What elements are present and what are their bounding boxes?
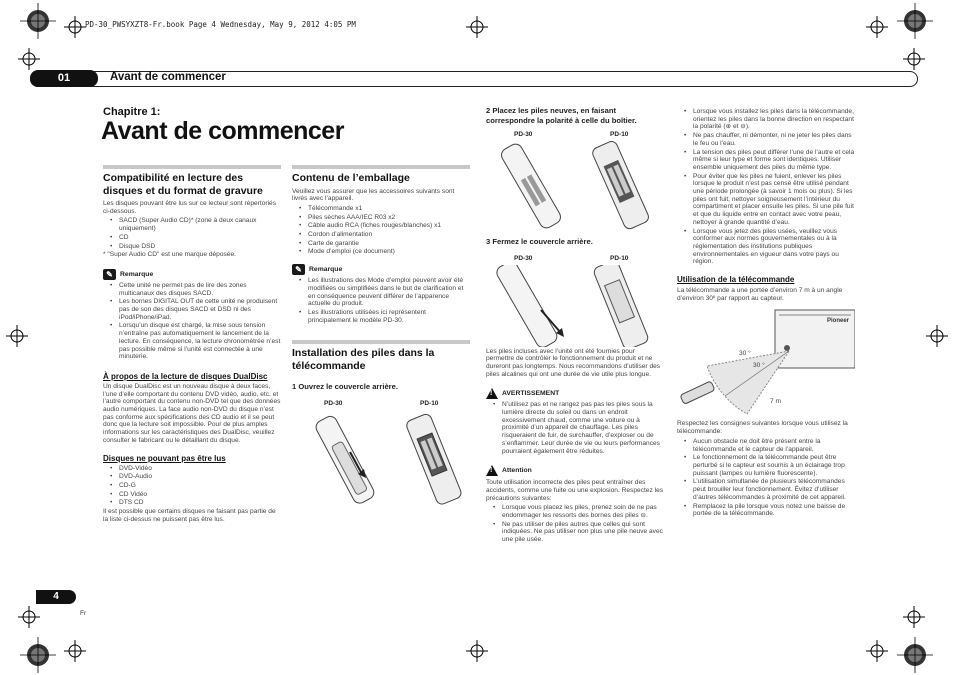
registration-mark-icon (20, 3, 56, 39)
crop-mark-icon (926, 325, 948, 347)
caution-list (486, 504, 664, 544)
crop-mark-icon (18, 606, 40, 628)
list-item: • Cette unité ne permet pas de lire des zones multicanaux des disques SACD. (103, 282, 281, 297)
list-item: • Remplacez la pile lorsque vous notez une baisse de portée de la télécommande. (677, 503, 855, 518)
page-number: 4 (36, 590, 76, 604)
list-item: • Piles sèches AAA/IEC R03 x2 (292, 214, 470, 222)
list-item: • Cordon d’alimentation (292, 231, 470, 239)
note-icon: ✎ (103, 269, 116, 280)
list-item: • Les bornes DIGITAL OUT de cette unité ne produisent pas de son des disques SACD et DSD ni des iPod/iPhone/iPad. (103, 298, 281, 321)
warning-label: AVERTISSEMENT (502, 390, 560, 398)
list-item: • Pour éviter que les piles ne fuient, enlever les piles lorsque le produit n’est pas censé être utilisé pendant une période prolongée (à savoir 1 mois ou plus). Si les piles ont fuit, nettoyer soigneusement l’intérieur du compartiment et placer ensuite les piles. Si une pile fuit et que du liquide entre en contact avec votre peau, nettoyer à grande quantité d’eau. (677, 173, 855, 227)
list-item: • L’utilisation simultanée de plusieurs télécommandes peut brouiller leur fonctionnement. Évitez d’utiliser d’autres télécommandes à proximité de cet appareil. (677, 478, 855, 501)
dualdisc-text: Un disque DualDisc est un nouveau disque à deux faces, l’une d’elle comportant du contenu DVD vidéo, audio, etc. et l’autre comportant du contenu non-DVD tel que des données audio numériques. La face audio non-DVD du disque n’est pas conforme aux spécifications des CD audio et il se peut donc que la lecture soit impossible. Pour de plus amples informations sur les caractéristiques des DualDisc, veuillez consulter le fabricant ou le détaillant du disque. (103, 382, 281, 444)
section-title-compatibility: Compatibilité en lecture des disques et du format de gravure (103, 172, 263, 197)
battery-insert-illustration (486, 141, 664, 231)
list-item: • Aucun obstacle ne doit être présent entre la télécommande et le capteur de l’appareil. (677, 438, 855, 453)
package-list (292, 205, 470, 256)
list-item: • CD (103, 234, 281, 242)
section-title-batteries: Installation des piles dans la télécommande (292, 347, 435, 372)
note-icon: ✎ (292, 264, 305, 275)
crop-mark-icon (903, 606, 925, 628)
package-intro: Veuillez vous assurer que les accessoires suivants sont livrés avec l’appareil. (292, 187, 455, 203)
warning-list (486, 401, 664, 455)
list-item: • Ne pas utiliser de piles autres que celles qui sont indiquées. Ne pas utiliser non plus une pile neuve avec une pile usée. (486, 521, 664, 544)
batteries-text: Les piles incluses avec l’unité ont été fournies pour permettre de contrôler le fonctionnement du produit et ne dureront pas longtemps. Nous recommandons d’utiliser des piles alcalines qui ont une durée de vie utile plus longue. (486, 347, 661, 378)
note-heading (292, 264, 470, 275)
section-rule (292, 165, 470, 169)
step-1: 1 Ouvrez le couvercle arrière. (292, 382, 398, 392)
remote-figure-close (486, 251, 664, 346)
model-label-pd10: PD-10 (420, 399, 439, 407)
list-item: • Disque DSD (103, 243, 281, 251)
crop-mark-icon (6, 325, 28, 347)
crop-mark-icon (866, 640, 888, 662)
registration-mark-icon (20, 637, 56, 673)
remote-open-illustration (300, 412, 470, 507)
header-title: Avant de commencer (110, 71, 226, 83)
list-item: • CD-G (103, 482, 281, 490)
footnote: * "Super Audio CD" est une marque déposée. (103, 251, 236, 259)
registration-mark-icon (897, 3, 933, 39)
remote-range-text: La télécommande a une portée d’environ 7 m à un angle d’environ 30º par rapport au capteur. (677, 287, 843, 302)
list-item: • Mode d’emploi (ce document) (292, 248, 470, 256)
note-label: Remarque (309, 266, 343, 274)
subsection-title-unplayable: Disques ne pouvant pas être lus (103, 453, 226, 463)
list-item: • DVD-Audio (103, 473, 281, 481)
model-label-pd30: PD-30 (324, 399, 343, 407)
registration-mark-icon (897, 637, 933, 673)
unplayable-note: Il est possible que certains disques ne faisant pas partie de la liste ci-dessus ne puissent pas être lus. (103, 508, 276, 523)
note-label: Remarque (120, 270, 154, 278)
list-item: • Lorsque vous placez les piles, prenez soin de ne pas endommager les ressorts des bornes des piles ⊖. (486, 504, 664, 519)
section-rule (292, 340, 470, 344)
distance-label: 7 m (770, 398, 781, 406)
battery-precaution-list (677, 108, 855, 266)
crop-mark-icon (903, 48, 925, 70)
list-item: • Les illustrations utilisées ici représentent principalement le modèle PD-30. (292, 309, 470, 324)
crop-mark-icon (866, 16, 888, 38)
list-item: • Câble audio RCA (fiches rouges/blanches) x1 (292, 222, 470, 230)
compatibility-intro: Les disques pouvant être lus sur ce lecteur sont répertoriés ci-dessous. (103, 200, 276, 215)
column-1 (103, 165, 281, 524)
model-label-pd10: PD-10 (610, 254, 629, 262)
list-item: • Les illustrations des Mode d’emploi peuvent avoir été modifiées ou simplifiées dans le but de clarification et en conséquence peuvent différer de l’apparence actuelle du produit. (292, 277, 470, 308)
list-item: • Lorsque vous jetez des piles usées, veuillez vous conformer aux normes gouvernementales ou à la réglementation des institutions publiques environnementales en vigueur dans votre pays ou région. (677, 228, 855, 267)
model-label-pd30: PD-30 (514, 131, 533, 138)
list-item: • Ne pas chauffer, ni démonter, ni ne jeter les piles dans le feu ou l’eau. (677, 132, 855, 147)
angle-label: 30 ° (753, 362, 765, 370)
step-3: 3 Fermez le couvercle arrière. (486, 237, 593, 246)
list-item: • CD Vidéo (103, 491, 281, 499)
caution-text: Toute utilisation incorrecte des piles peut entraîner des accidents, comme une fuite ou une explosion. Respectez les précautions suivantes: (486, 479, 664, 502)
crop-mark-icon (18, 48, 40, 70)
brand-logo: Pioneer (827, 318, 850, 325)
model-label-pd30: PD-30 (514, 254, 533, 262)
list-item: • N’utilisez pas et ne rangez pas pas les piles sous la lumière directe du soleil ou dans un endroit excessivement chaud, comme une voiture ou à proximité d’un appareil de chauffage. Les piles risqueraient de fuir, de surchauffer, d’exploser ou de s’enflammer. Leur durée de vie ou leurs performances pourraient également être réduites. (486, 401, 664, 455)
remote-figure-batteries (486, 131, 664, 231)
note-list (103, 282, 281, 361)
unplayable-list (103, 465, 281, 508)
remote-instructions-list (677, 438, 855, 518)
note-list (292, 277, 470, 324)
caution-heading (486, 465, 664, 476)
warning-heading (486, 388, 664, 399)
subsection-title-dualdisc: À propos de la lecture de disques DualDisc (103, 371, 268, 381)
remote-figure-open (292, 400, 470, 505)
list-item: • La tension des piles peut différer l’une de l’autre et cela même si leur type et forme sont identiques. Utiliser ensemble uniquement des piles du même type. (677, 149, 855, 172)
list-item: • DTS CD (103, 499, 281, 507)
remote-instructions: Respectez les consignes suivantes lorsque vous utilisez la télécommande: (677, 420, 848, 436)
crop-mark-icon (466, 640, 488, 662)
column-2 (292, 165, 470, 505)
disc-list (103, 217, 281, 250)
crop-mark-icon (466, 16, 488, 38)
crop-mark-icon (64, 640, 86, 662)
crop-mark-icon (64, 16, 86, 38)
caution-label: Attention (502, 467, 532, 475)
column-3 (486, 106, 664, 545)
remote-range-figure (677, 306, 855, 418)
chapter-label: Chapitre 1: (103, 106, 161, 118)
angle-label: 30 ° (739, 350, 751, 358)
list-item: • Lorsqu’un disque est chargé, la mise sous tension n’entraîne pas automatiquement le lancement de la lecture. En conséquence, la lecture chronométrée n’est pas possible même si l’unité est connectée à une minuterie. (103, 322, 281, 361)
remote-close-illustration (486, 265, 664, 347)
column-4 (677, 106, 855, 519)
list-item: • Télécommande x1 (292, 205, 470, 213)
chapter-number-badge: 01 (30, 70, 98, 87)
section-title-package: Contenu de l’emballage (292, 172, 410, 184)
model-label-pd10: PD-10 (610, 131, 629, 138)
list-item: • Le fonctionnement de la télécommande peut être perturbé si le capteur est soumis à un éclairage trop puissant (lampes ou lumière fluorescente). (677, 454, 855, 477)
page-language: Fr (80, 610, 87, 617)
list-item: • Carte de garantie (292, 240, 470, 248)
step-2: 2 Placez les piles neuves, en faisant correspondre la polarité à celle du boîtier. (486, 106, 637, 125)
caution-icon: ! (486, 465, 498, 476)
list-item: • DVD-Vidéo (103, 465, 281, 473)
warning-icon: ! (486, 388, 498, 399)
page-title: Avant de commencer (101, 117, 344, 145)
note-heading (103, 269, 281, 280)
list-item: • Lorsque vous installez les piles dans la télécommande, orientez les piles dans la bonne direction en respectant la polarité (⊕ et ⊖). (677, 108, 855, 131)
file-info: PD-30_PWSYXZT8-Fr.book Page 4 Wednesday, May 9, 2012 4:05 PM (85, 20, 356, 29)
list-item: • SACD (Super Audio CD)* (zone à deux canaux uniquement) (103, 217, 281, 232)
subsection-title-remote: Utilisation de la télécommande (677, 275, 795, 285)
section-rule (103, 165, 281, 169)
